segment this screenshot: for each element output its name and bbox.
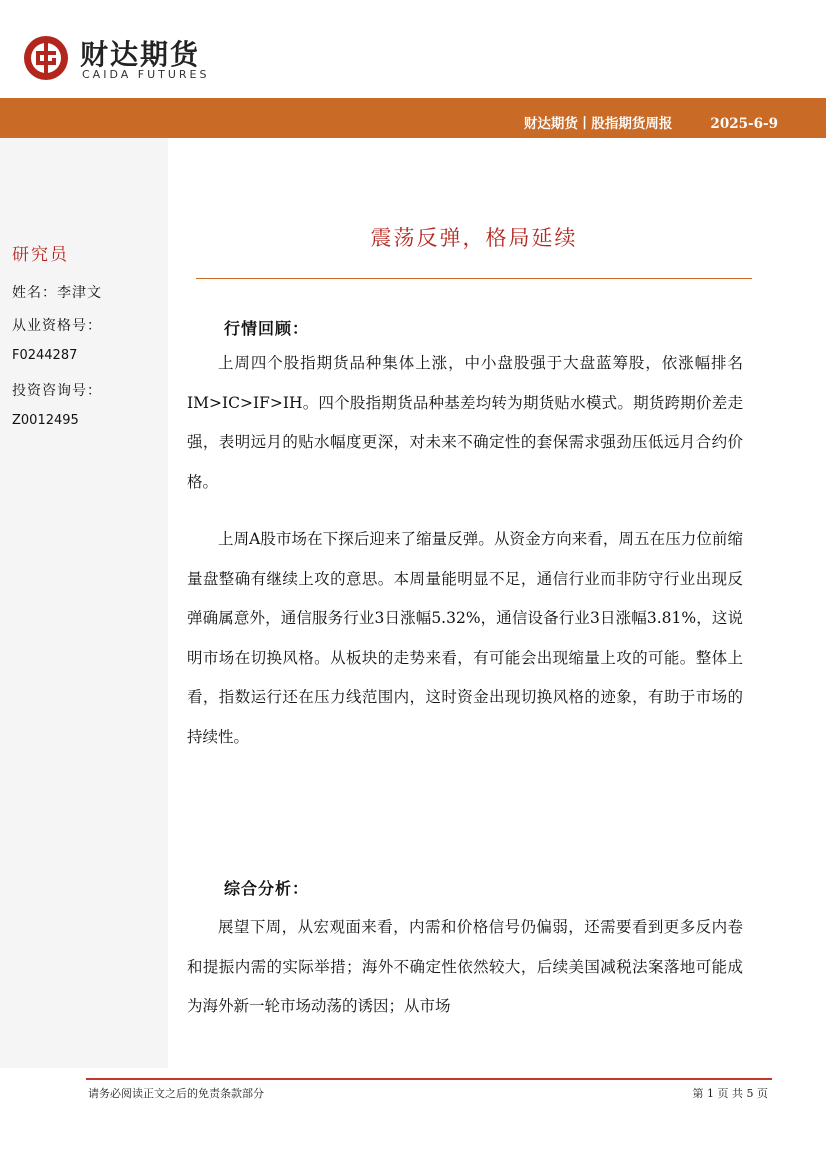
brand-name-cn: 财达期货 [80, 38, 201, 71]
title-divider [196, 278, 752, 279]
section-heading-analysis: 综合分析： [224, 879, 310, 898]
footer-page-number: 第 1 页 共 5 页 [692, 1087, 768, 1100]
header-band-text [524, 112, 778, 132]
report-series-label: 财达期货丨股指期货周报 [523, 116, 673, 132]
section-heading-market-review: 行情回顾： [224, 319, 310, 338]
paragraph-analysis-1: 展望下周，从宏观面来看，内需和价格信号仍偏弱，还需要看到更多反内卷和提振内需的实际举措；海外不确定性依然较大，后续美国减税法案落地可能成为海外新一轮市场动荡的诱因；从市场 [187, 918, 743, 1015]
paragraph-market-review-2: 上周A股市场在下探后迎来了缩量反弹。从资金方向来看，周五在压力位前缩量盘整确有继续上攻的意思。本周量能明显不足，通信行业而非防守行业出现反弹确属意外，通信服务行业3日涨幅5.32%，通信设备行业3日涨幅3.81%，这说明市场在切换风格。从板块的走势来看，有可能会出现缩量上攻的可能。整体上看，指数运行还在压力线范围内，这时资金出现切换风格的迹象，有助于市场的持续性。 [187, 530, 743, 746]
consulting-number: Z0012495 [12, 413, 79, 428]
report-title: 震荡反弹，格局延续 [370, 226, 578, 250]
qualification-number: F0244287 [12, 348, 78, 363]
report-date: 2025-6-9 [710, 116, 778, 132]
researcher-heading: 研究员 [12, 245, 69, 265]
caida-logo-icon [22, 34, 70, 82]
brand-name-en: CAIDA FUTURES [82, 68, 210, 81]
sidebar-panel [0, 138, 168, 1068]
footer-disclaimer: 请务必阅读正文之后的免责条款部分 [88, 1087, 264, 1100]
researcher-name: 姓名：李津文 [12, 285, 102, 301]
consulting-label: 投资咨询号： [12, 383, 102, 399]
paragraph-market-review-1: 上周四个股指期货品种集体上涨，中小盘股强于大盘蓝筹股，依涨幅排名IM>IC>IF>IH。四个股指期货品种基差均转为期货贴水模式。期货跨期价差走强，表明远月的贴水幅度更深，对未来不确定性的套保需求强劲压低远月合约价格。 [187, 354, 743, 491]
footer-divider [86, 1078, 772, 1080]
qualification-label: 从业资格号： [12, 318, 102, 334]
